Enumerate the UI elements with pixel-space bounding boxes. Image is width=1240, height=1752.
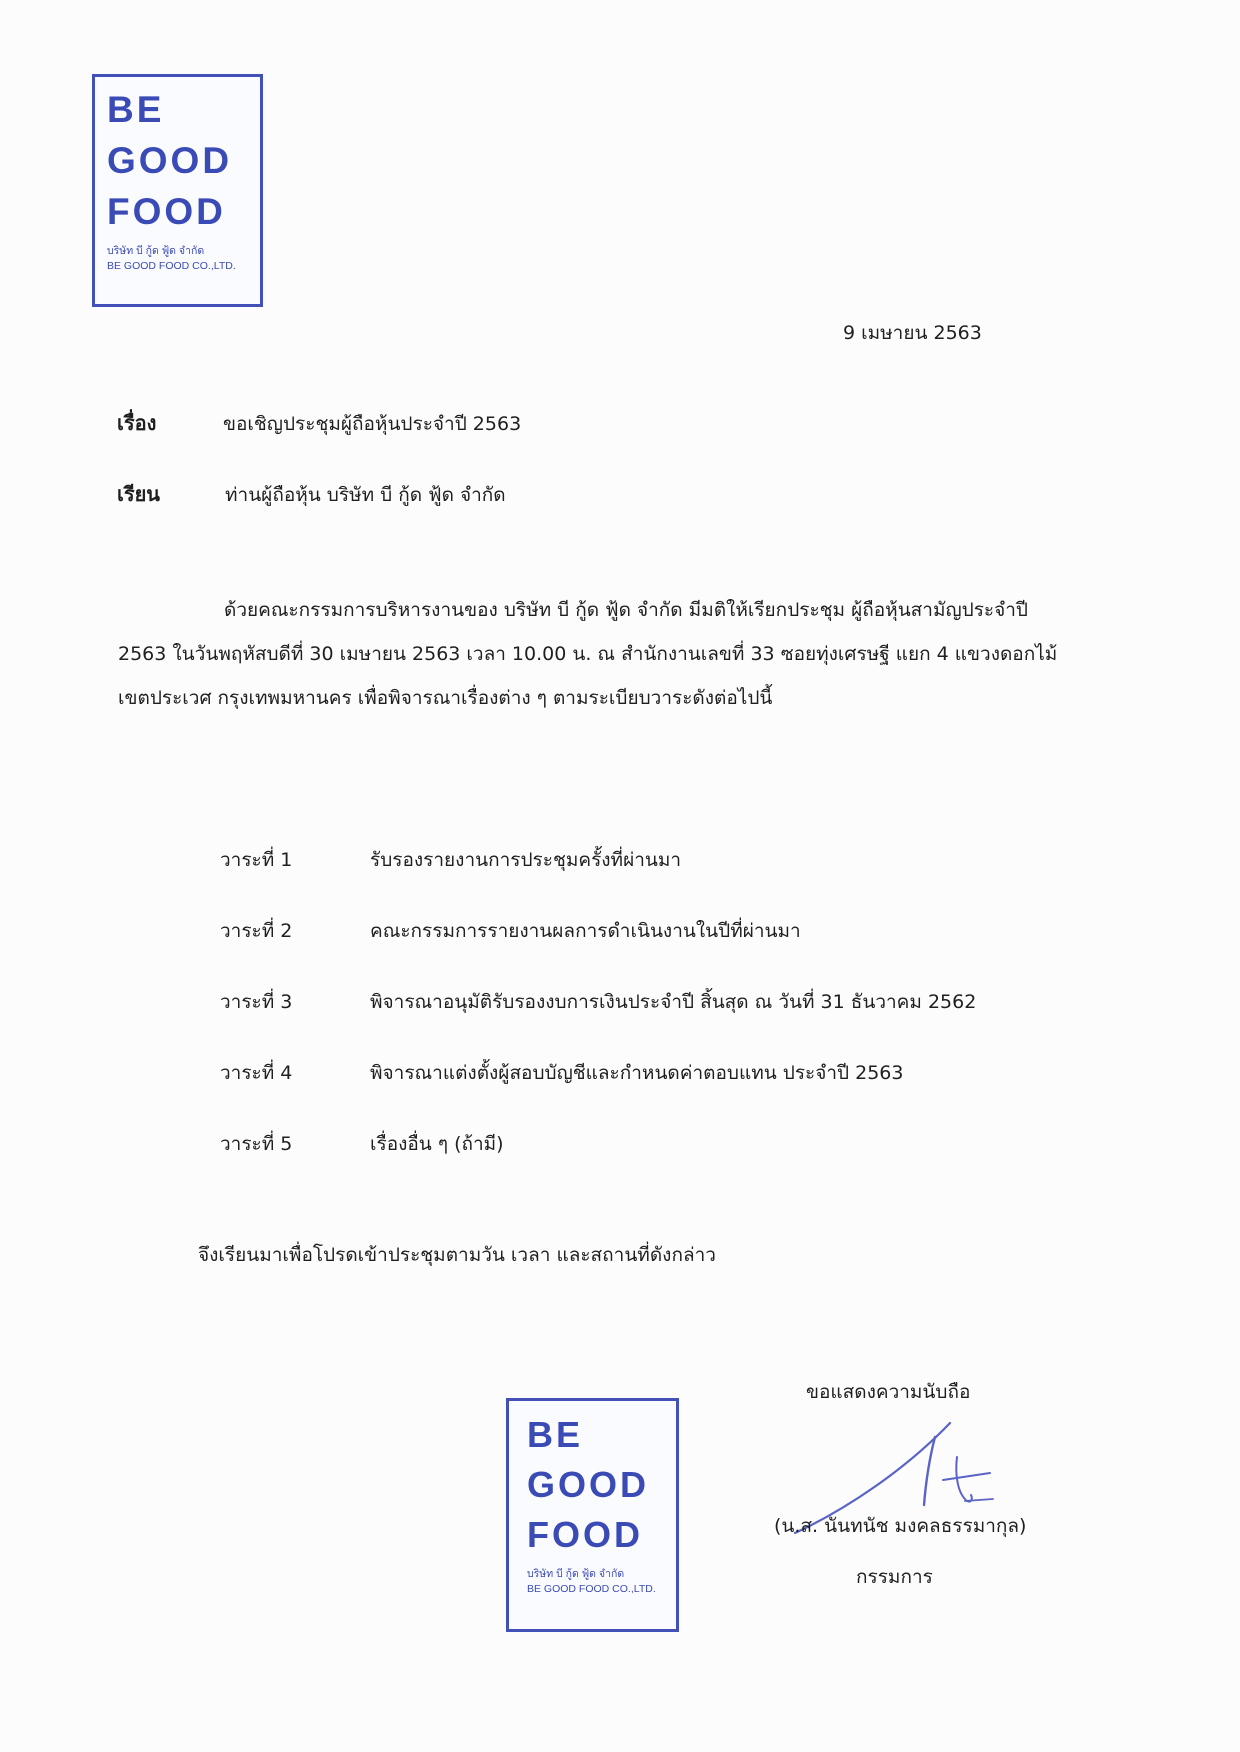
- body-paragraph: [118, 588, 1068, 720]
- logo-line-food: FOOD: [107, 191, 226, 232]
- logo-line-good: GOOD: [107, 140, 233, 181]
- company-seal-stamp: [506, 1398, 679, 1632]
- subject-label: เรื่อง: [117, 411, 157, 435]
- logo-english-name: BE GOOD FOOD CO.,LTD.: [107, 259, 236, 272]
- logo-line-good: GOOD: [527, 1464, 650, 1505]
- agenda-number: วาระที่ 1: [220, 849, 293, 871]
- closing-text: จึงเรียนมาเพื่อโปรดเข้าประชุมตามวัน เวลา และสถานที่ดังกล่าว: [198, 1244, 716, 1266]
- body-text: ด้วยคณะกรรมการบริหารงานของ บริษัท บี กู้ด ฟู้ด จำกัด มีมติให้เรียกประชุม ผู้ถือหุ้นสามัญประจำปี 2563 ในวันพฤหัสบดีที่ 30 เมษายน 2563 เวลา 10.00 น. ณ สำนักงานเลขที่ 33 ซอยทุ่งเศรษฐี แยก 4 แขวงดอกไม้ เขตประเวศ กรุงเทพมหานคร เพื่อพิจารณาเรื่องต่าง ๆ ตามระเบียบวาระดังต่อไปนี้: [118, 599, 1058, 709]
- agenda-text: เรื่องอื่น ๆ (ถ้ามี): [370, 1133, 504, 1155]
- logo-english-name: BE GOOD FOOD CO.,LTD.: [527, 1582, 656, 1595]
- regards-text: ขอแสดงความนับถือ: [806, 1381, 971, 1403]
- recipient-label: เรียน: [117, 482, 160, 506]
- agenda-number: วาระที่ 3: [220, 991, 293, 1013]
- agenda-number: วาระที่ 5: [220, 1133, 293, 1155]
- logo-thai-name: บริษัท บี กู้ด ฟู้ด จำกัด: [107, 245, 205, 257]
- agenda-text: พิจารณาอนุมัติรับรองงบการเงินประจำปี สิ้นสุด ณ วันที่ 31 ธันวาคม 2562: [370, 991, 977, 1013]
- agenda-text: พิจารณาแต่งตั้งผู้สอบบัญชีและกำหนดค่าตอบแทน ประจำปี 2563: [370, 1062, 904, 1084]
- agenda-text: รับรองรายงานการประชุมครั้งที่ผ่านมา: [370, 849, 682, 871]
- signer-name: (น.ส. นันทนัช มงคลธรรมากุล): [774, 1515, 1027, 1537]
- logo-thai-name: บริษัท บี กู้ด ฟู้ด จำกัด: [527, 1568, 625, 1580]
- recipient-text: ท่านผู้ถือหุ้น บริษัท บี กู้ด ฟู้ด จำกัด: [225, 484, 506, 506]
- agenda-text: คณะกรรมการรายงานผลการดำเนินงานในปีที่ผ่านมา: [370, 920, 801, 942]
- logo-line-be: BE: [107, 89, 165, 130]
- letter-date: 9 เมษายน 2563: [843, 322, 982, 344]
- subject-text: ขอเชิญประชุมผู้ถือหุ้นประจำปี 2563: [223, 413, 522, 435]
- logo-line-food: FOOD: [527, 1514, 643, 1555]
- agenda-number: วาระที่ 4: [220, 1062, 293, 1084]
- agenda-number: วาระที่ 2: [220, 920, 293, 942]
- logo-line-be: BE: [527, 1414, 584, 1455]
- company-logo-stamp: [92, 74, 263, 307]
- signer-title: กรรมการ: [856, 1566, 933, 1588]
